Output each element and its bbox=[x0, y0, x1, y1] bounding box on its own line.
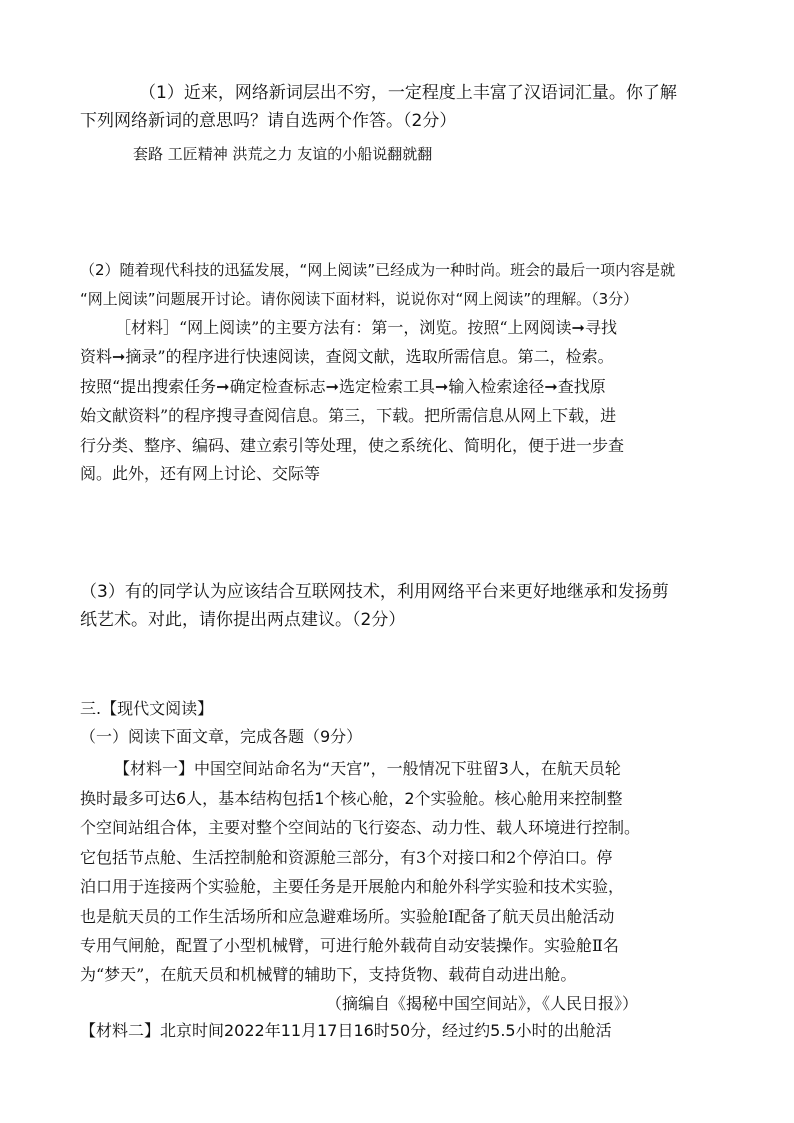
material1-line-3: 个空间站组合体，主要对整个空间站的飞行姿态、动力性、载人环境进行控制。 bbox=[80, 818, 641, 837]
q2-material-line-5: 行分类、整序、编码、建立索引等处理，使之系统化、简明化，便于进一步查 bbox=[80, 436, 625, 455]
q2-material-line-3: 按照“提出搜索任务➞确定检查标志➞选定检索工具➞输入检索途径➞查找原 bbox=[80, 377, 606, 396]
material1-line-2: 换时最多可达6人，基本结构包括1个核心舱，2个实验舱。核心舱用来控制整 bbox=[80, 789, 623, 808]
q1-terms: 套路 工匠精神 洪荒之力 友谊的小船说翻就翻 bbox=[133, 145, 433, 163]
material2-line-1: 【材料二】北京时间2022年11月17日16时50分，经过约5.5小时的出舱活 bbox=[80, 1021, 612, 1040]
q2-line-1: （2）随着现代科技的迅猛发展，“网上阅读”已经成为一种时尚。班会的最后一项内容是就 bbox=[80, 261, 676, 279]
material1-line-7: 专用气闸舱，配置了小型机械臂，可进行舱外载荷自动安装操作。实验舱Ⅱ名 bbox=[80, 936, 619, 955]
q1-line-2: 下列网络新词的意思吗？请自选两个作答。（2分） bbox=[80, 111, 457, 131]
q2-material-line-2: 资料➞摘录”的程序进行快速阅读，查阅文献，选取所需信息。第二，检索。 bbox=[80, 347, 614, 366]
section-heading: 三.【现代文阅读】 bbox=[80, 699, 214, 718]
material1-line-6: 也是航天员的工作生活场所和应急避难场所。实验舱Ⅰ配备了航天员出舱活动 bbox=[80, 907, 615, 926]
q3-line-2: 纸艺术。对此，请你提出两点建议。（2分） bbox=[80, 610, 406, 630]
material1-line-5: 泊口用于连接两个实验舱，主要任务是开展舱内和舱外科学实验和技术实验， bbox=[80, 877, 625, 896]
q3-line-1: （3）有的同学认为应该结合互联网技术，利用网络平台来更好地继承和发扬剪 bbox=[80, 582, 669, 602]
q2-material-line-4: 始文献资料”的程序搜寻查阅信息。第三，下载。把所需信息从网上下载，进 bbox=[80, 406, 617, 425]
q2-material-line-1: ［材料］“网上阅读”的主要方法有：第一，浏览。按照“上网阅读➞寻找 bbox=[115, 318, 617, 337]
material1-line-1: 【材料一】中国空间站命名为“天宫”，一般情况下驻留3人，在航天员轮 bbox=[114, 759, 621, 778]
material1-source: （摘编自《揭秘中国空间站》，《人民日报》） bbox=[326, 994, 639, 1013]
q1-line-1: （1）近来，网络新词层出不穷，一定程度上丰富了汉语词汇量。你了解 bbox=[139, 83, 677, 103]
material1-line-8: 为“梦天”，在航天员和机械臂的辅助下，支持货物、载荷自动进出舱。 bbox=[80, 965, 577, 984]
section-subheading: （一）阅读下面文章，完成各题（9分） bbox=[80, 727, 363, 746]
q2-line-2: “网上阅读”问题展开讨论。请你阅读下面材料，说说你对“网上阅读”的理解。（3分） bbox=[80, 290, 639, 308]
q2-material-line-6: 阅。此外，还有网上讨论、交际等 bbox=[80, 464, 321, 483]
material1-line-4: 它包括节点舱、生活控制舱和资源舱三部分，有3个对接口和2个停泊口。停 bbox=[80, 848, 613, 867]
